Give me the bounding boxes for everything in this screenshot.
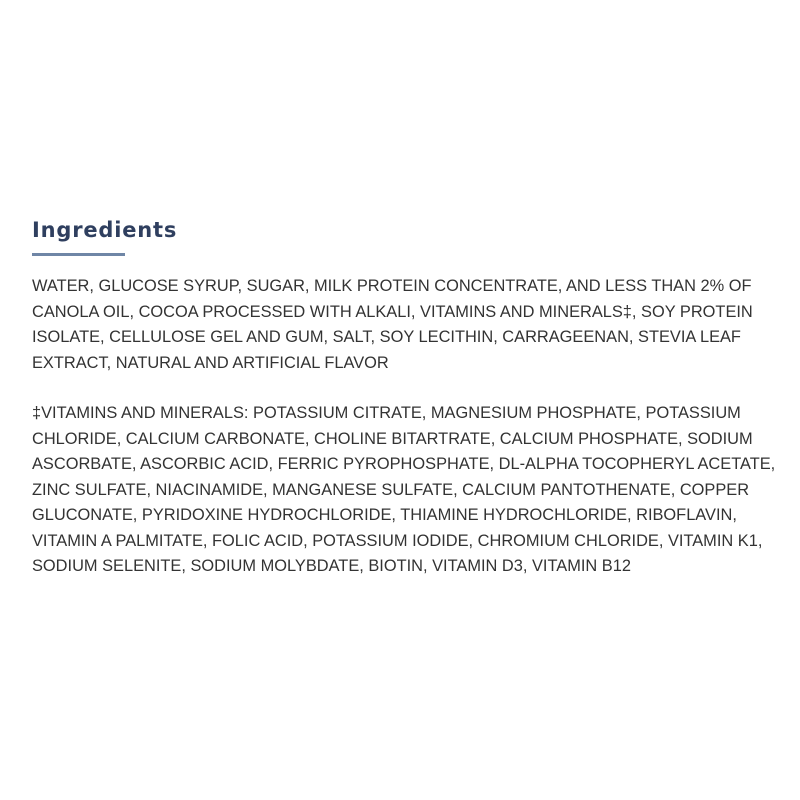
vitamins-line: VITAMIN A PALMITATE, FOLIC ACID, POTASSIUM IODIDE, CHROMIUM CHLORIDE, VITAMIN K1, — [32, 531, 763, 550]
ingredients-line: WATER, GLUCOSE SYRUP, SUGAR, MILK PROTEIN CONCENTRATE, AND LESS THAN 2% OF — [32, 277, 752, 295]
vitamins-line: SODIUM SELENITE, SODIUM MOLYBDATE, BIOTIN, VITAMIN D3, VITAMIN B12 — [32, 557, 631, 575]
ingredients-panel — [32, 214, 776, 580]
heading-underline — [32, 253, 125, 256]
vitamins-line: CHLORIDE, CALCIUM CARBONATE, CHOLINE BITARTRATE, CALCIUM PHOSPHATE, SODIUM — [32, 429, 753, 448]
vitamins-line: ‡VITAMINS AND MINERALS: POTASSIUM CITRATE, MAGNESIUM PHOSPHATE, POTASSIUM — [32, 404, 741, 422]
vitamins-line: GLUCONATE, PYRIDOXINE HYDROCHLORIDE, THIAMINE HYDROCHLORIDE, RIBOFLAVIN, — [32, 506, 737, 524]
ingredients-line: EXTRACT, NATURAL AND ARTIFICIAL FLAVOR — [32, 353, 389, 372]
vitamins-line: ASCORBATE, ASCORBIC ACID, FERRIC PYROPHOSPHATE, DL-ALPHA TOCOPHERYL ACETATE, — [32, 455, 776, 473]
ingredients-heading: Ingredients — [32, 218, 178, 242]
ingredients-line: CANOLA OIL, COCOA PROCESSED WITH ALKALI, VITAMINS AND MINERALS‡, SOY PROTEIN — [32, 302, 753, 321]
vitamins-line: ZINC SULFATE, NIACINAMIDE, MANGANESE SULFATE, CALCIUM PANTOTHENATE, COPPER — [32, 480, 750, 499]
ingredients-line: ISOLATE, CELLULOSE GEL AND GUM, SALT, SOY LECITHIN, CARRAGEENAN, STEVIA LEAF — [32, 328, 741, 346]
vitamins-minerals-list — [32, 401, 776, 580]
ingredients-list — [32, 274, 772, 376]
